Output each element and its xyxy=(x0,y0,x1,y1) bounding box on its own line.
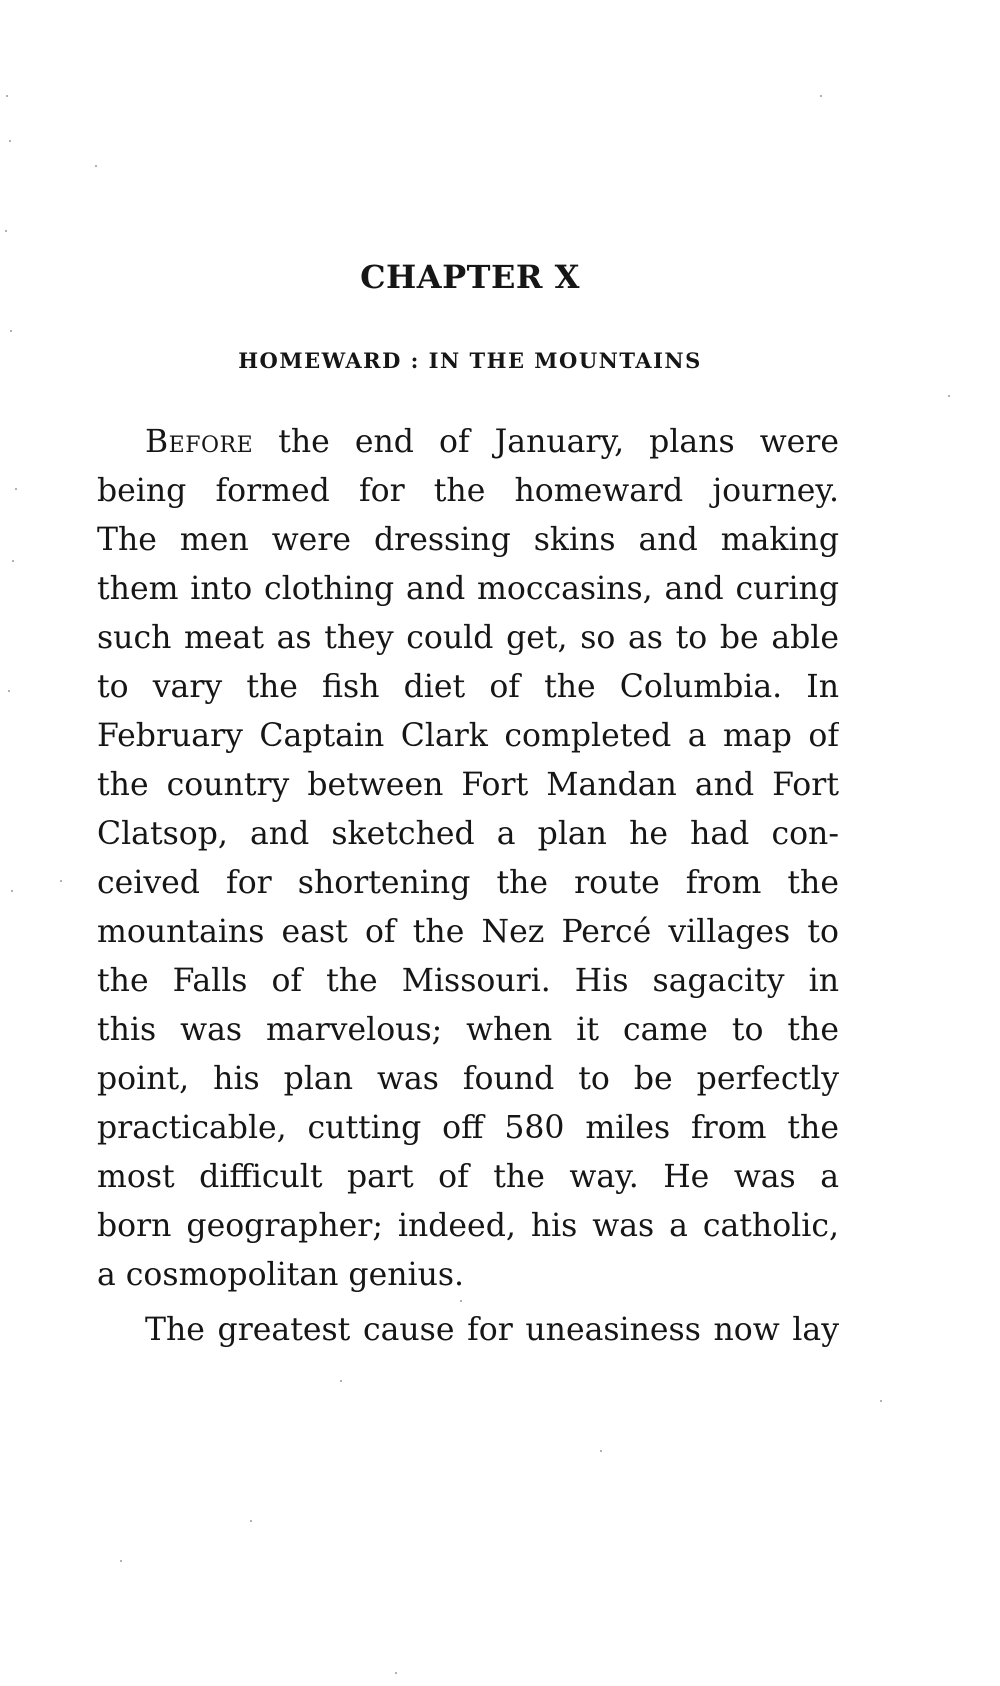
text-line: the country between Fort Mandan and Fort xyxy=(97,767,839,803)
chapter-title: CHAPTER X xyxy=(360,258,580,296)
text-line-content: the end of January, plans were xyxy=(253,424,839,460)
text-line: The greatest cause for uneasiness now lay xyxy=(145,1312,839,1348)
scan-speck xyxy=(60,880,62,882)
scan-speck xyxy=(395,1672,397,1674)
scan-speck xyxy=(948,395,950,397)
scan-speck xyxy=(12,560,14,562)
text-line: ceived for shortening the route from the xyxy=(97,865,839,901)
text-line: point, his plan was found to be perfectly xyxy=(97,1061,839,1097)
text-line: them into clothing and moccasins, and curing xyxy=(97,571,839,607)
text-line: practicable, cutting off 580 miles from the xyxy=(97,1110,839,1146)
scan-speck xyxy=(460,1300,462,1302)
text-line: mountains east of the Nez Percé villages to xyxy=(97,914,839,950)
scan-speck xyxy=(340,1380,342,1382)
text-line: such meat as they could get, so as to be able xyxy=(97,620,839,656)
text-line: this was marvelous; when it came to the xyxy=(97,1012,839,1048)
chapter-subtitle: HOMEWARD : IN THE MOUNTAINS xyxy=(238,348,702,373)
body-text xyxy=(97,418,839,1355)
scan-speck xyxy=(9,140,11,142)
scan-speck xyxy=(15,488,17,490)
text-line: Clatsop, and sketched a plan he had con- xyxy=(97,816,839,852)
scan-speck xyxy=(6,95,8,97)
scan-speck xyxy=(8,690,10,692)
scan-speck xyxy=(10,330,12,332)
scan-speck xyxy=(880,1400,882,1402)
text-line: most difficult part of the way. He was a xyxy=(97,1159,839,1195)
text-line xyxy=(97,418,839,467)
scan-speck xyxy=(120,1560,122,1562)
text-line: to vary the fish diet of the Columbia. In xyxy=(97,669,839,705)
scan-speck xyxy=(11,890,13,892)
text-line: February Captain Clark completed a map of xyxy=(97,718,839,754)
scan-speck xyxy=(95,165,97,167)
text-line: born geographer; indeed, his was a catholic, xyxy=(97,1208,839,1244)
scan-speck xyxy=(820,95,822,97)
scan-speck xyxy=(250,1520,252,1522)
scan-speck xyxy=(5,230,7,232)
lead-word: Before xyxy=(145,424,254,460)
text-line: a cosmopolitan genius. xyxy=(97,1257,465,1293)
text-line: the Falls of the Missouri. His sagacity in xyxy=(97,963,839,999)
text-line: being formed for the homeward journey. xyxy=(97,473,839,509)
scan-speck xyxy=(600,1450,602,1452)
text-line: The men were dressing skins and making xyxy=(97,522,839,558)
